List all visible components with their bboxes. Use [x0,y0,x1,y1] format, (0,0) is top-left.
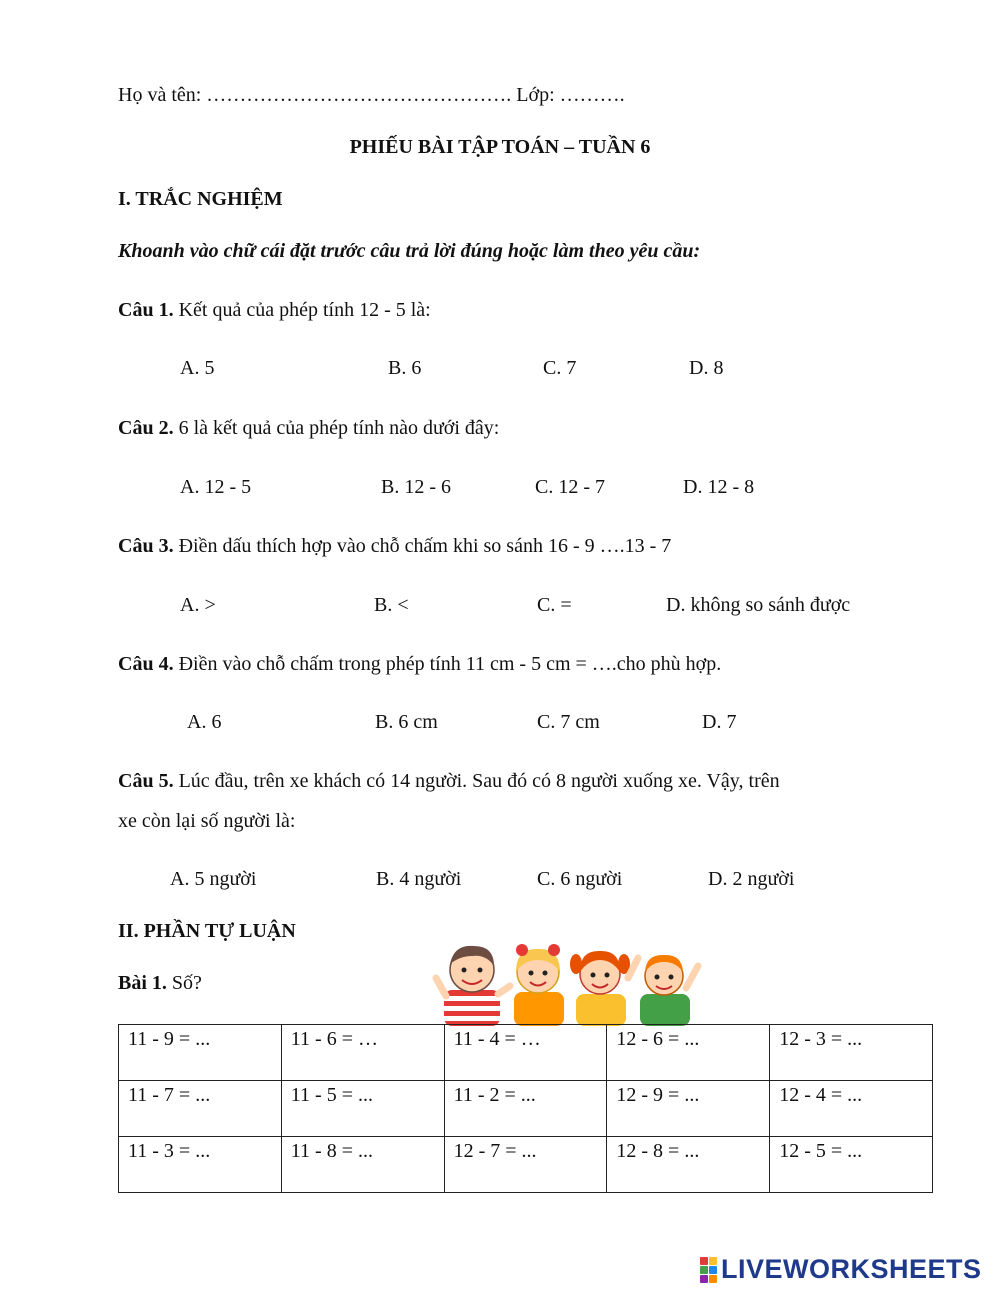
q1-option-d[interactable]: D. 8 [689,357,724,379]
boy-2-figure [640,955,698,1026]
q2-option-c[interactable]: C. 12 - 7 [535,476,605,498]
q5-option-c[interactable]: C. 6 người [537,868,623,890]
question-2-label: Câu 2. [118,417,174,439]
table-cell[interactable]: 11 - 8 = ... [281,1137,444,1193]
question-5 [118,770,780,793]
q3-option-b[interactable]: B. < [374,594,409,616]
table-cell[interactable]: 11 - 6 = … [281,1025,444,1081]
q1-option-b[interactable]: B. 6 [388,357,422,379]
table-cell[interactable]: 12 - 5 = ... [770,1137,933,1193]
girl-2-figure [570,951,638,1026]
exercise-1-title [118,972,202,995]
exercise-1-label: Bài 1. [118,972,167,994]
section-2-heading: II. PHẦN TỰ LUẬN [118,920,296,942]
liveworksheets-logo [700,1254,982,1285]
girl-1-figure [514,944,564,1026]
table-cell[interactable]: 12 - 4 = ... [770,1081,933,1137]
question-1-label: Câu 1. [118,299,174,321]
question-1 [118,299,431,322]
question-5-label: Câu 5. [118,770,174,792]
q5-option-a[interactable]: A. 5 người [170,868,257,890]
name-class-line: Họ và tên: ………………………………………. Lớp: ………. [118,84,625,106]
table-cell[interactable]: 11 - 5 = ... [281,1081,444,1137]
q4-option-b[interactable]: B. 6 cm [375,711,438,733]
question-4 [118,653,721,676]
exercise-1-text: Số? [166,972,202,994]
table-cell[interactable]: 12 - 8 = ... [607,1137,770,1193]
q3-option-c[interactable]: C. = [537,594,572,616]
table-cell[interactable]: 11 - 4 = … [444,1025,607,1081]
q2-option-a[interactable]: A. 12 - 5 [180,476,252,498]
page-title: PHIẾU BÀI TẬP TOÁN – TUẦN 6 [349,136,651,158]
table-cell[interactable]: 11 - 3 = ... [119,1137,282,1193]
question-3-label: Câu 3. [118,535,174,557]
liveworksheets-icon [700,1257,717,1283]
table-cell[interactable]: 12 - 9 = ... [607,1081,770,1137]
table-row [119,1137,933,1193]
question-5-text: Lúc đầu, trên xe khách có 14 người. Sau đó có 8 người xuống xe. Vậy, trên [173,770,780,792]
q4-option-c[interactable]: C. 7 cm [537,711,600,733]
question-2-text: 6 là kết quả của phép tính nào dưới đây: [173,417,500,439]
q1-option-c[interactable]: C. 7 [543,357,577,379]
children-illustration [432,938,707,1026]
q3-option-a[interactable]: A. > [180,594,216,616]
question-2 [118,417,499,440]
table-cell[interactable]: 11 - 9 = ... [119,1025,282,1081]
q4-option-d[interactable]: D. 7 [702,711,737,733]
liveworksheets-wordmark: LIVEWORKSHEETS [721,1254,982,1284]
question-1-text: Kết quả của phép tính 12 - 5 là: [173,299,431,321]
q1-option-a[interactable]: A. 5 [180,357,215,379]
question-4-text: Điền vào chỗ chấm trong phép tính 11 cm - 5 cm = ….cho phù hợp. [173,653,722,675]
boy-1-figure [436,946,510,1026]
table-cell[interactable]: 12 - 7 = ... [444,1137,607,1193]
q5-option-d[interactable]: D. 2 người [708,868,795,890]
q2-option-d[interactable]: D. 12 - 8 [683,476,755,498]
table-cell[interactable]: 12 - 3 = ... [770,1025,933,1081]
table-cell[interactable]: 11 - 2 = ... [444,1081,607,1137]
question-4-label: Câu 4. [118,653,174,675]
subtraction-table [118,1024,933,1193]
table-row [119,1025,933,1081]
table-row [119,1081,933,1137]
question-3-text: Điền dấu thích hợp vào chỗ chấm khi so sánh 16 - 9 ….13 - 7 [173,535,672,557]
question-5-text-continued: xe còn lại số người là: [118,810,296,832]
section-1-heading: I. TRẮC NGHIỆM [118,188,283,210]
table-cell[interactable]: 11 - 7 = ... [119,1081,282,1137]
question-3 [118,535,671,558]
instruction: Khoanh vào chữ cái đặt trước câu trả lời đúng hoặc làm theo yêu cầu: [118,240,701,262]
q3-option-d[interactable]: D. không so sánh được [666,594,851,616]
q5-option-b[interactable]: B. 4 người [376,868,462,890]
q4-option-a[interactable]: A. 6 [187,711,222,733]
table-cell[interactable]: 12 - 6 = ... [607,1025,770,1081]
q2-option-b[interactable]: B. 12 - 6 [381,476,451,498]
